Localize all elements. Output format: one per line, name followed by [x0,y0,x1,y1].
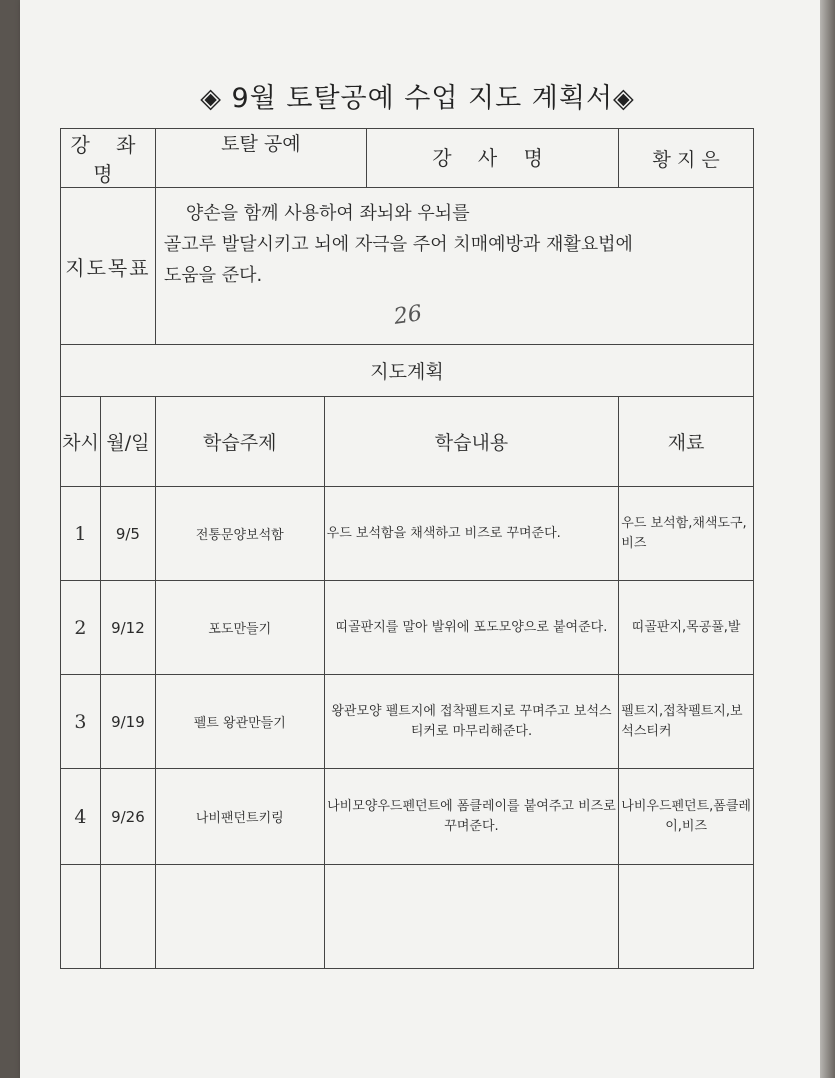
row-date: 9/19 [100,675,155,769]
plan-heading-row [61,345,754,397]
row-content: 띠골판지를 말아 발위에 포도모양으로 붙여준다. [324,581,619,675]
empty-cell [61,865,101,969]
instructor-value: 황 지 은 [619,129,754,188]
course-label: 강 좌 명 [61,129,156,188]
col-header-date: 월/일 [100,397,155,487]
background-edge [820,0,835,1078]
row-content: 왕관모양 펠트지에 접착펠트지로 꾸며주고 보석스티커로 마무리해준다. [324,675,619,769]
row-topic: 전통문양보석함 [155,487,324,581]
row-date: 9/5 [100,487,155,581]
course-name: 토탈 공예 [221,133,301,155]
instructor-label: 강 사 명 [366,129,618,187]
row-date: 9/12 [100,581,155,675]
goal-text [155,188,753,345]
row-number: 4 [61,769,101,865]
handwritten-mark: 26 [392,301,424,330]
course-row [61,129,754,188]
table-row [61,769,754,865]
row-content: 나비모양우드펜던트에 폼클레이를 붙여주고 비즈로 꾸며준다. [324,769,619,865]
row-materials: 나비우드펜던트,폼클레이,비즈 [619,769,754,865]
lesson-plan-table [60,128,754,969]
goal-line-3: 도움을 준다. [163,265,263,286]
table-row [61,675,754,769]
goal-line-2: 골고루 발달시키고 뇌에 자극을 주어 치매예방과 재활요법에 [163,234,633,255]
col-header-no: 차시 [61,397,101,487]
empty-cell [155,865,324,969]
row-topic: 나비팬던트키링 [155,769,324,865]
row-materials: 펠트지,접착펠트지,보석스티커 [619,675,754,769]
empty-row [61,865,754,969]
row-content: 우드 보석함을 채색하고 비즈로 꾸며준다. [324,487,619,581]
col-header-content: 학습내용 [324,397,619,487]
row-materials: 우드 보석함,채색도구,비즈 [619,487,754,581]
row-topic: 포도만들기 [155,581,324,675]
col-header-topic: 학습주제 [155,397,324,487]
row-topic: 펠트 왕관만들기 [155,675,324,769]
col-header-materials: 재료 [619,397,754,487]
goal-label: 지도목표 [61,188,156,345]
empty-cell [100,865,155,969]
empty-cell [324,865,619,969]
row-materials: 띠골판지,목공풀,발 [619,581,754,675]
document-title: ◈ 9월 토탈공예 수업 지도 계획서◈ [200,83,635,114]
column-header-row [61,397,754,487]
row-number: 2 [61,581,101,675]
goal-line-1: 양손을 함께 사용하여 좌뇌와 우뇌를 [185,203,470,224]
plan-heading: 지도계획 [61,345,754,397]
row-date: 9/26 [100,769,155,865]
course-value [155,129,618,188]
goal-row [61,188,754,345]
row-number: 1 [61,487,101,581]
table-row [61,487,754,581]
row-number: 3 [61,675,101,769]
table-row [61,581,754,675]
empty-cell [619,865,754,969]
